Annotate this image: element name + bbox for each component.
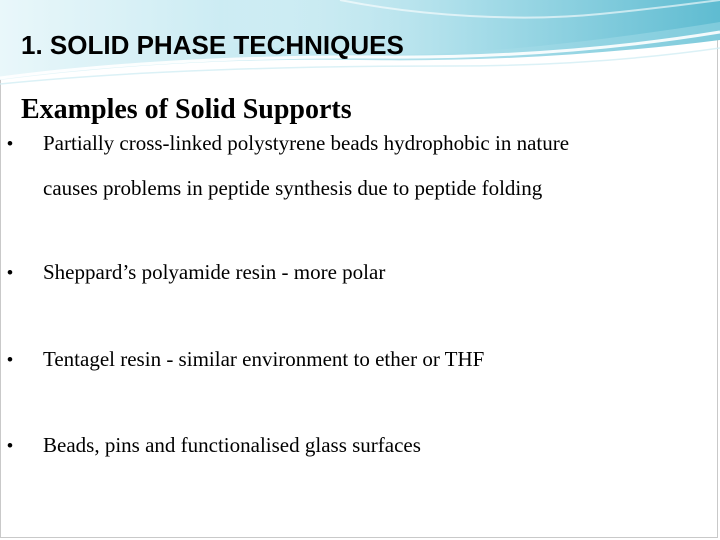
bullet-point-icon: •: [7, 436, 13, 455]
bullet-text: Tentagel resin - similar environment to ether or THF: [43, 347, 485, 371]
bullet-text-line: Partially cross-linked polystyrene beads hydrophobic in nature: [43, 131, 570, 155]
section-heading: Examples of Solid Supports: [21, 94, 352, 125]
slide-title: 1. SOLID PHASE TECHNIQUES: [21, 30, 404, 60]
bullet-text: Beads, pins and functionalised glass surfaces: [43, 433, 421, 457]
bullet-text: Sheppard’s polyamide resin - more polar: [43, 260, 386, 284]
bullet-point-icon: •: [7, 263, 13, 282]
bullet-point-icon: •: [7, 134, 13, 153]
bullet-text-line: causes problems in peptide synthesis due to peptide folding: [43, 176, 543, 200]
bullet-text: [43, 131, 569, 201]
bullet-point-icon: •: [7, 350, 13, 369]
